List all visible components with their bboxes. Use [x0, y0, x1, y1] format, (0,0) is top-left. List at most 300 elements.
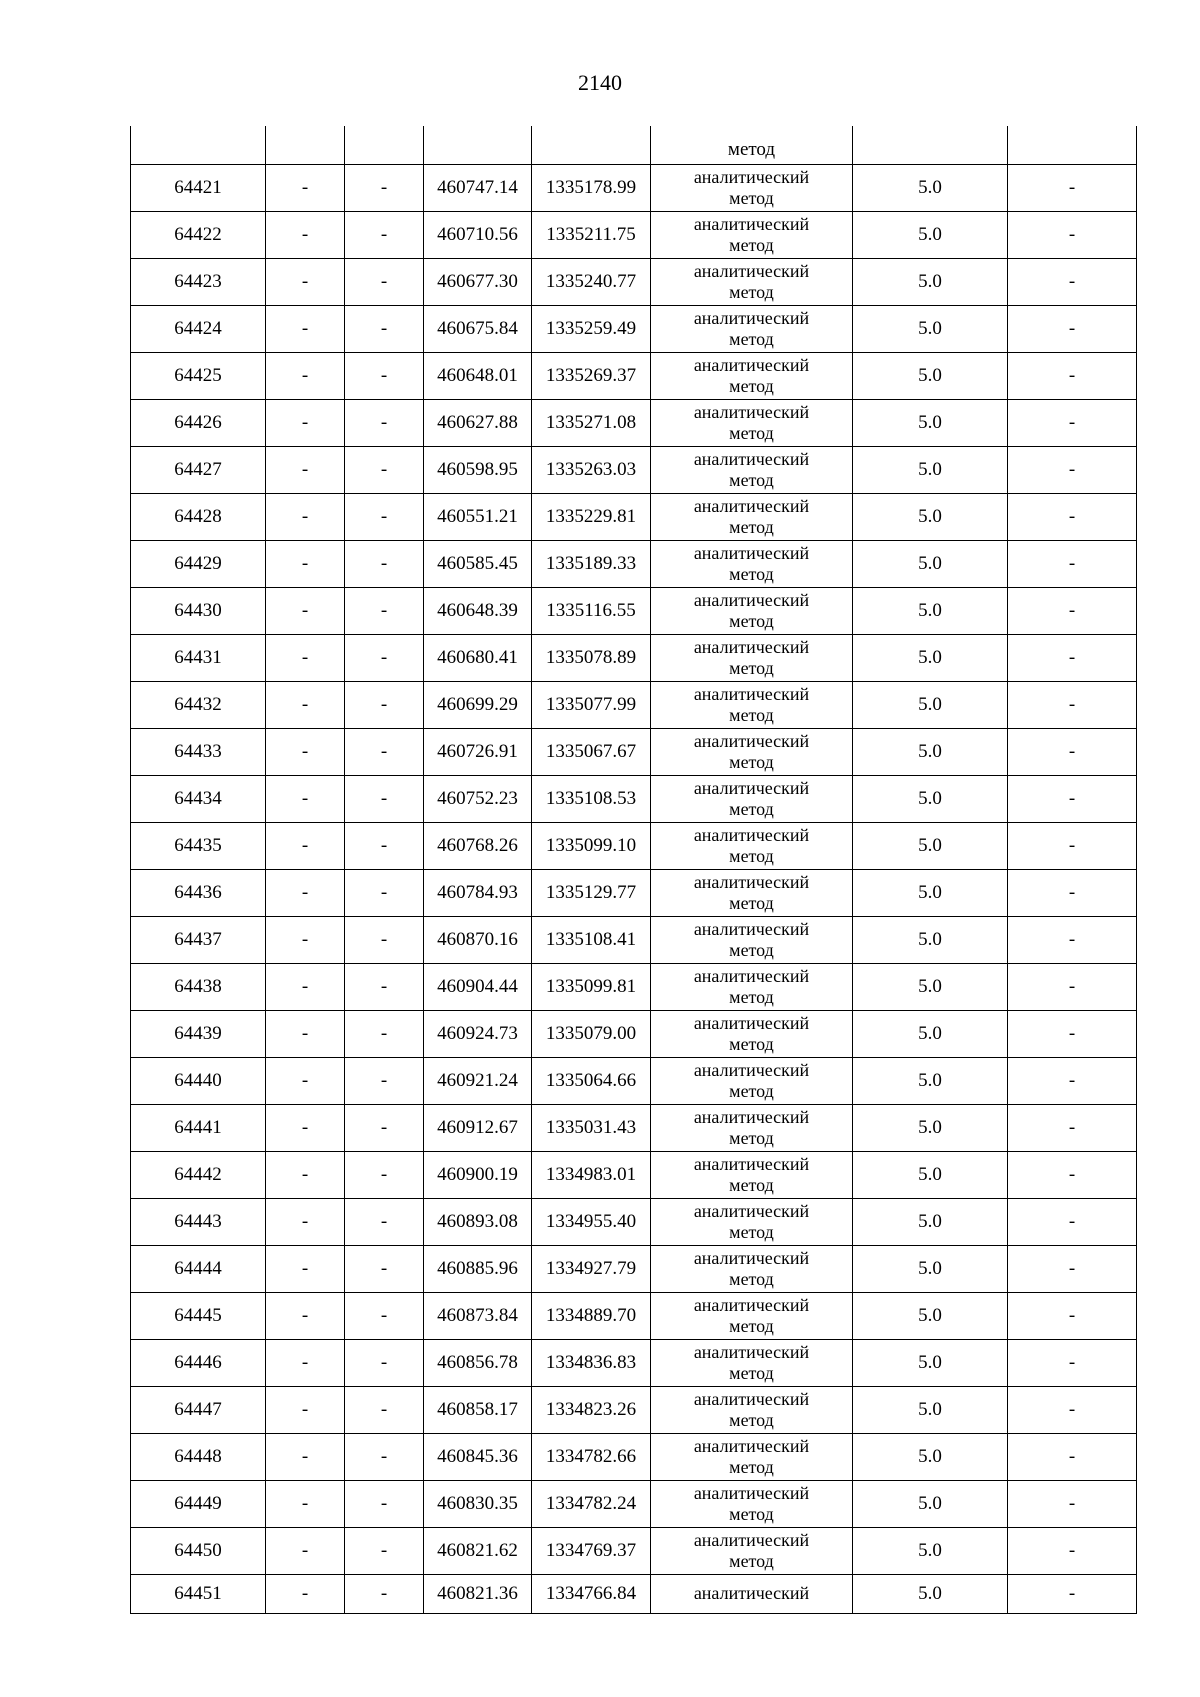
cell-x: 460873.84	[424, 1293, 532, 1340]
cell-point-id: 64430	[131, 588, 266, 635]
cell-x: 460921.24	[424, 1058, 532, 1105]
cell-accuracy: 5.0	[853, 1528, 1008, 1575]
cell-accuracy: 5.0	[853, 400, 1008, 447]
cell-y: 1335178.99	[532, 165, 651, 212]
cell-method	[651, 917, 853, 964]
cell-col3: -	[345, 776, 424, 823]
cell-col2: -	[266, 588, 345, 635]
cell-empty	[131, 126, 266, 165]
cell-col2: -	[266, 776, 345, 823]
cell-x: 460677.30	[424, 259, 532, 306]
cell-y: 1335108.41	[532, 917, 651, 964]
table-row	[131, 541, 1137, 588]
table-row	[131, 917, 1137, 964]
method-line: метод	[729, 1128, 774, 1148]
table-row	[131, 588, 1137, 635]
table-row	[131, 1152, 1137, 1199]
cell-last: -	[1008, 682, 1137, 729]
cell-y: 1335031.43	[532, 1105, 651, 1152]
method-line: метод	[729, 1410, 774, 1430]
cell-col2: -	[266, 1293, 345, 1340]
cell-accuracy: 5.0	[853, 1293, 1008, 1340]
cell-col3: -	[345, 635, 424, 682]
coordinates-table	[130, 126, 1137, 1614]
cell-point-id: 64441	[131, 1105, 266, 1152]
cell-col2: -	[266, 353, 345, 400]
cell-method	[651, 588, 853, 635]
method-line: метод	[729, 282, 774, 302]
cell-empty	[266, 126, 345, 165]
cell-x: 460893.08	[424, 1199, 532, 1246]
cell-point-id: 64438	[131, 964, 266, 1011]
continuation-row	[131, 126, 1137, 165]
cell-x: 460648.39	[424, 588, 532, 635]
cell-col3: -	[345, 823, 424, 870]
cell-point-id: 64426	[131, 400, 266, 447]
cell-y: 1334782.66	[532, 1434, 651, 1481]
cell-accuracy: 5.0	[853, 588, 1008, 635]
cell-col3: -	[345, 1011, 424, 1058]
cell-accuracy: 5.0	[853, 165, 1008, 212]
cell-last: -	[1008, 1058, 1137, 1105]
cell-accuracy: 5.0	[853, 964, 1008, 1011]
cell-point-id: 64424	[131, 306, 266, 353]
cell-accuracy: 5.0	[853, 1058, 1008, 1105]
cell-col2: -	[266, 1575, 345, 1614]
cell-col3: -	[345, 212, 424, 259]
cell-last: -	[1008, 1011, 1137, 1058]
method-line: метод	[729, 376, 774, 396]
cell-col2: -	[266, 823, 345, 870]
cell-col3: -	[345, 1199, 424, 1246]
method-line: метод	[729, 799, 774, 819]
cell-col2: -	[266, 870, 345, 917]
cell-x: 460924.73	[424, 1011, 532, 1058]
cell-point-id: 64429	[131, 541, 266, 588]
cell-col2: -	[266, 1199, 345, 1246]
cell-point-id: 64434	[131, 776, 266, 823]
cell-col2: -	[266, 541, 345, 588]
cell-col3: -	[345, 1058, 424, 1105]
cell-x: 460885.96	[424, 1246, 532, 1293]
cell-y: 1335067.67	[532, 729, 651, 776]
table-row	[131, 870, 1137, 917]
cell-last: -	[1008, 447, 1137, 494]
cell-x: 460870.16	[424, 917, 532, 964]
cell-y: 1334766.84	[532, 1575, 651, 1614]
table-row	[131, 447, 1137, 494]
cell-x: 460585.45	[424, 541, 532, 588]
cell-col3: -	[345, 1575, 424, 1614]
cell-y: 1335240.77	[532, 259, 651, 306]
method-line: аналитический	[693, 589, 810, 610]
cell-col2: -	[266, 1011, 345, 1058]
cell-x: 460699.29	[424, 682, 532, 729]
table-row	[131, 729, 1137, 776]
cell-point-id: 64445	[131, 1293, 266, 1340]
cell-col2: -	[266, 1528, 345, 1575]
cell-y: 1335077.99	[532, 682, 651, 729]
cell-x: 460747.14	[424, 165, 532, 212]
cell-x: 460821.36	[424, 1575, 532, 1614]
cell-method	[651, 494, 853, 541]
cell-x: 460598.95	[424, 447, 532, 494]
cell-y: 1335229.81	[532, 494, 651, 541]
cell-method	[651, 1058, 853, 1105]
cell-col2: -	[266, 1105, 345, 1152]
cell-point-id: 64428	[131, 494, 266, 541]
cell-y: 1334983.01	[532, 1152, 651, 1199]
table-row	[131, 306, 1137, 353]
cell-method	[651, 447, 853, 494]
cell-y: 1335263.03	[532, 447, 651, 494]
cell-accuracy: 5.0	[853, 447, 1008, 494]
cell-accuracy: 5.0	[853, 1199, 1008, 1246]
method-line: метод	[729, 1504, 774, 1524]
table-row	[131, 964, 1137, 1011]
cell-x: 460648.01	[424, 353, 532, 400]
cell-y: 1334955.40	[532, 1199, 651, 1246]
cell-accuracy: 5.0	[853, 1387, 1008, 1434]
table-row	[131, 1434, 1137, 1481]
cell-y: 1335269.37	[532, 353, 651, 400]
table-row	[131, 682, 1137, 729]
cell-point-id: 64439	[131, 1011, 266, 1058]
method-line: метод	[729, 846, 774, 866]
method-line: аналитический	[693, 542, 810, 563]
method-line: аналитический	[693, 918, 810, 939]
table-row	[131, 1481, 1137, 1528]
cell-method	[651, 870, 853, 917]
table-row	[131, 776, 1137, 823]
method-line: метод	[729, 940, 774, 960]
method-line: метод	[729, 1175, 774, 1195]
cell-col2: -	[266, 1434, 345, 1481]
cell-y: 1335129.77	[532, 870, 651, 917]
cell-accuracy: 5.0	[853, 353, 1008, 400]
method-line: аналитический	[693, 401, 810, 422]
cell-y: 1334823.26	[532, 1387, 651, 1434]
method-line: метод	[729, 893, 774, 913]
cell-empty	[424, 126, 532, 165]
method-line: аналитический	[693, 1482, 810, 1503]
cell-method	[651, 776, 853, 823]
table-row	[131, 212, 1137, 259]
cell-method	[651, 212, 853, 259]
method-line: метод	[729, 188, 774, 208]
cell-x: 460680.41	[424, 635, 532, 682]
cell-accuracy: 5.0	[853, 1152, 1008, 1199]
method-line: метод	[729, 329, 774, 349]
cell-y: 1334836.83	[532, 1340, 651, 1387]
cell-accuracy: 5.0	[853, 259, 1008, 306]
method-line: метод	[729, 1081, 774, 1101]
method-line: метод	[729, 1034, 774, 1054]
table-row	[131, 1058, 1137, 1105]
cell-last: -	[1008, 306, 1137, 353]
cell-col2: -	[266, 917, 345, 964]
cell-col3: -	[345, 494, 424, 541]
page-number: 2140	[578, 70, 622, 95]
cell-last: -	[1008, 1528, 1137, 1575]
cell-x: 460904.44	[424, 964, 532, 1011]
cell-accuracy: 5.0	[853, 1246, 1008, 1293]
cell-empty	[853, 126, 1008, 165]
cell-last: -	[1008, 1340, 1137, 1387]
cell-col3: -	[345, 964, 424, 1011]
table-row	[131, 1246, 1137, 1293]
cell-col3: -	[345, 1387, 424, 1434]
method-line: аналитический	[693, 448, 810, 469]
cell-last: -	[1008, 917, 1137, 964]
cell-accuracy: 5.0	[853, 635, 1008, 682]
cell-point-id: 64450	[131, 1528, 266, 1575]
table-row	[131, 353, 1137, 400]
method-line: метод	[729, 752, 774, 772]
cell-method	[651, 1528, 853, 1575]
method-line: аналитический	[693, 1153, 810, 1174]
method-line: аналитический	[693, 307, 810, 328]
method-line: метод	[729, 658, 774, 678]
cell-method	[651, 353, 853, 400]
cell-col2: -	[266, 447, 345, 494]
cell-method	[651, 1293, 853, 1340]
cell-col3: -	[345, 1246, 424, 1293]
cell-last: -	[1008, 259, 1137, 306]
method-line: аналитический	[693, 1583, 810, 1604]
cell-y: 1335099.10	[532, 823, 651, 870]
cell-accuracy: 5.0	[853, 212, 1008, 259]
cell-last: -	[1008, 400, 1137, 447]
method-line: аналитический	[693, 1200, 810, 1221]
cell-x: 460856.78	[424, 1340, 532, 1387]
cell-col2: -	[266, 400, 345, 447]
cell-col3: -	[345, 682, 424, 729]
cell-col3: -	[345, 165, 424, 212]
cell-col2: -	[266, 306, 345, 353]
cell-last: -	[1008, 1434, 1137, 1481]
cell-last: -	[1008, 823, 1137, 870]
cell-col3: -	[345, 870, 424, 917]
cell-method	[651, 823, 853, 870]
cell-y: 1334927.79	[532, 1246, 651, 1293]
cell-accuracy: 5.0	[853, 1340, 1008, 1387]
cell-col3: -	[345, 1152, 424, 1199]
method-line: аналитический	[693, 1059, 810, 1080]
cell-method-tail: метод	[651, 126, 853, 165]
cell-col3: -	[345, 541, 424, 588]
cell-col2: -	[266, 1152, 345, 1199]
cell-col3: -	[345, 259, 424, 306]
cell-point-id: 64444	[131, 1246, 266, 1293]
cell-method	[651, 259, 853, 306]
cell-col3: -	[345, 1434, 424, 1481]
cell-accuracy: 5.0	[853, 1575, 1008, 1614]
method-line: аналитический	[693, 213, 810, 234]
table-row	[131, 635, 1137, 682]
method-line: аналитический	[693, 1294, 810, 1315]
cell-y: 1335259.49	[532, 306, 651, 353]
table-row	[131, 1387, 1137, 1434]
cell-point-id: 64432	[131, 682, 266, 729]
cell-method	[651, 1152, 853, 1199]
cell-accuracy: 5.0	[853, 306, 1008, 353]
cell-col2: -	[266, 1481, 345, 1528]
method-line: метод	[729, 1457, 774, 1477]
cell-accuracy: 5.0	[853, 682, 1008, 729]
cell-empty	[532, 126, 651, 165]
cell-point-id: 64443	[131, 1199, 266, 1246]
method-line: аналитический	[693, 683, 810, 704]
cell-col2: -	[266, 1340, 345, 1387]
cell-last: -	[1008, 1152, 1137, 1199]
cell-last: -	[1008, 870, 1137, 917]
table-row	[131, 1105, 1137, 1152]
cell-point-id: 64437	[131, 917, 266, 964]
cell-x: 460784.93	[424, 870, 532, 917]
cell-col2: -	[266, 729, 345, 776]
cell-col2: -	[266, 494, 345, 541]
cell-empty	[345, 126, 424, 165]
cell-last: -	[1008, 1293, 1137, 1340]
cell-col2: -	[266, 635, 345, 682]
cell-point-id: 64425	[131, 353, 266, 400]
cell-accuracy: 5.0	[853, 1434, 1008, 1481]
table-body	[131, 126, 1137, 1614]
cell-accuracy: 5.0	[853, 541, 1008, 588]
cell-point-id: 64422	[131, 212, 266, 259]
cell-col3: -	[345, 400, 424, 447]
cell-last: -	[1008, 541, 1137, 588]
cell-x: 460726.91	[424, 729, 532, 776]
cell-y: 1335064.66	[532, 1058, 651, 1105]
cell-col3: -	[345, 1528, 424, 1575]
cell-point-id: 64449	[131, 1481, 266, 1528]
cell-col2: -	[266, 682, 345, 729]
cell-method	[651, 1011, 853, 1058]
cell-last: -	[1008, 729, 1137, 776]
cell-x: 460900.19	[424, 1152, 532, 1199]
cell-method	[651, 682, 853, 729]
cell-last: -	[1008, 494, 1137, 541]
cell-col2: -	[266, 1387, 345, 1434]
cell-col3: -	[345, 1340, 424, 1387]
cell-col3: -	[345, 729, 424, 776]
cell-y: 1335078.89	[532, 635, 651, 682]
cell-last: -	[1008, 588, 1137, 635]
cell-last: -	[1008, 353, 1137, 400]
method-line: метод	[729, 705, 774, 725]
cell-y: 1335271.08	[532, 400, 651, 447]
method-line: метод	[729, 423, 774, 443]
cell-method	[651, 1246, 853, 1293]
cell-col3: -	[345, 1105, 424, 1152]
cell-col2: -	[266, 964, 345, 1011]
method-line: аналитический	[693, 495, 810, 516]
cell-y: 1335189.33	[532, 541, 651, 588]
cell-method	[651, 165, 853, 212]
method-line: аналитический	[693, 1012, 810, 1033]
cell-last: -	[1008, 1481, 1137, 1528]
table-row	[131, 400, 1137, 447]
method-line: аналитический	[693, 1247, 810, 1268]
table-row	[131, 259, 1137, 306]
cell-col3: -	[345, 1293, 424, 1340]
method-line: аналитический	[693, 354, 810, 375]
cell-last: -	[1008, 964, 1137, 1011]
cell-point-id: 64433	[131, 729, 266, 776]
cell-point-id: 64431	[131, 635, 266, 682]
cell-last: -	[1008, 776, 1137, 823]
cell-col3: -	[345, 447, 424, 494]
cell-method	[651, 729, 853, 776]
cell-method	[651, 1481, 853, 1528]
cell-col2: -	[266, 1246, 345, 1293]
cell-empty	[1008, 126, 1137, 165]
table-row	[131, 1340, 1137, 1387]
cell-col3: -	[345, 917, 424, 964]
method-line: метод	[729, 517, 774, 537]
cell-accuracy: 5.0	[853, 776, 1008, 823]
method-line: аналитический	[693, 1435, 810, 1456]
cell-accuracy: 5.0	[853, 823, 1008, 870]
cell-method	[651, 1575, 853, 1614]
cell-x: 460752.23	[424, 776, 532, 823]
cell-x: 460845.36	[424, 1434, 532, 1481]
method-line: аналитический	[693, 871, 810, 892]
cell-point-id: 64442	[131, 1152, 266, 1199]
method-line: аналитический	[693, 777, 810, 798]
cell-x: 460821.62	[424, 1528, 532, 1575]
method-line: аналитический	[693, 1106, 810, 1127]
method-line: метод	[729, 1363, 774, 1383]
method-line: метод	[729, 235, 774, 255]
cell-col3: -	[345, 588, 424, 635]
cell-x: 460858.17	[424, 1387, 532, 1434]
cell-x: 460830.35	[424, 1481, 532, 1528]
method-line: метод	[729, 564, 774, 584]
method-line: аналитический	[693, 1388, 810, 1409]
table-row	[131, 1293, 1137, 1340]
cell-method	[651, 635, 853, 682]
cell-point-id: 64427	[131, 447, 266, 494]
table-row	[131, 1528, 1137, 1575]
cell-point-id: 64440	[131, 1058, 266, 1105]
cell-y: 1334769.37	[532, 1528, 651, 1575]
cell-y: 1334782.24	[532, 1481, 651, 1528]
method-line: аналитический	[693, 260, 810, 281]
cell-accuracy: 5.0	[853, 729, 1008, 776]
cell-x: 460710.56	[424, 212, 532, 259]
cell-y: 1335211.75	[532, 212, 651, 259]
method-line: аналитический	[693, 730, 810, 751]
cell-point-id: 64435	[131, 823, 266, 870]
cell-x: 460627.88	[424, 400, 532, 447]
cell-method	[651, 1434, 853, 1481]
cell-accuracy: 5.0	[853, 917, 1008, 964]
cell-x: 460675.84	[424, 306, 532, 353]
cell-point-id: 64447	[131, 1387, 266, 1434]
table-row	[131, 1011, 1137, 1058]
cell-col3: -	[345, 353, 424, 400]
cell-last: -	[1008, 1387, 1137, 1434]
cell-point-id: 64448	[131, 1434, 266, 1481]
method-line: метод	[729, 987, 774, 1007]
cell-y: 1334889.70	[532, 1293, 651, 1340]
cell-last: -	[1008, 1199, 1137, 1246]
coordinates-table-wrapper	[130, 126, 1136, 1614]
cell-x: 460551.21	[424, 494, 532, 541]
